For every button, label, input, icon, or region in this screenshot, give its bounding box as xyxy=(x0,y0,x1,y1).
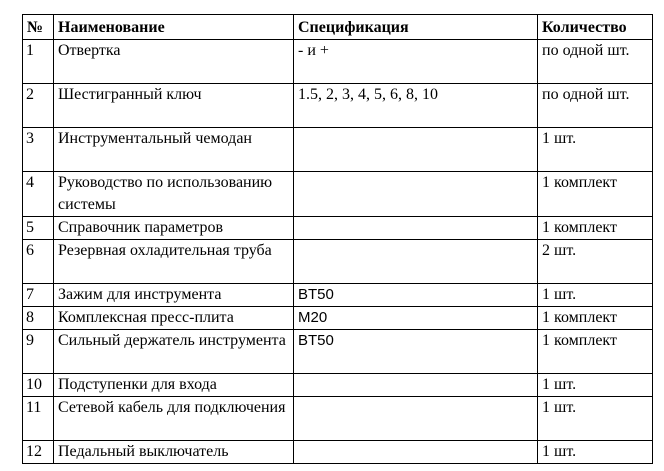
row-quantity: 1 шт. xyxy=(538,284,653,307)
row-name: Педальный выключатель xyxy=(54,441,294,464)
row-quantity: 1 шт. xyxy=(538,441,653,464)
row-number: 11 xyxy=(23,397,54,441)
table-row xyxy=(23,397,653,441)
row-number: 12 xyxy=(23,441,54,464)
row-number: 7 xyxy=(23,284,54,307)
row-number: 2 xyxy=(23,84,54,128)
equipment-table xyxy=(22,14,653,464)
row-quantity: 1 шт. xyxy=(538,374,653,397)
table-row xyxy=(23,284,653,307)
table-row xyxy=(23,441,653,464)
row-number: 5 xyxy=(23,217,54,240)
row-spec xyxy=(294,240,538,284)
row-quantity: 2 шт. xyxy=(538,240,653,284)
table-row xyxy=(23,84,653,128)
row-name: Сильный держатель инструмента xyxy=(54,330,294,374)
row-quantity: 1 комплект xyxy=(538,172,653,217)
row-name: Подступенки для входа xyxy=(54,374,294,397)
row-spec xyxy=(294,128,538,172)
row-spec xyxy=(294,172,538,217)
row-number: 9 xyxy=(23,330,54,374)
row-quantity: 1 комплект xyxy=(538,307,653,330)
table-row xyxy=(23,307,653,330)
row-spec xyxy=(294,374,538,397)
row-quantity: 1 комплект xyxy=(538,217,653,240)
table-row xyxy=(23,240,653,284)
row-name: Резервная охладительная труба xyxy=(54,240,294,284)
header-name: Наименование xyxy=(54,15,294,40)
row-number: 4 xyxy=(23,172,54,217)
header-quantity: Количество xyxy=(538,15,653,40)
table-row xyxy=(23,374,653,397)
row-spec xyxy=(294,217,538,240)
row-name: Сетевой кабель для подключения xyxy=(54,397,294,441)
row-number: 8 xyxy=(23,307,54,330)
row-spec: BT50 xyxy=(294,330,538,374)
row-spec: M20 xyxy=(294,307,538,330)
row-quantity: 1 шт. xyxy=(538,128,653,172)
row-quantity: по одной шт. xyxy=(538,84,653,128)
row-quantity: 1 комплект xyxy=(538,330,653,374)
row-name: Справочник параметров xyxy=(54,217,294,240)
row-number: 1 xyxy=(23,40,54,84)
table-row xyxy=(23,217,653,240)
row-spec xyxy=(294,397,538,441)
row-spec: - и + xyxy=(294,40,538,84)
row-number: 3 xyxy=(23,128,54,172)
table-row xyxy=(23,330,653,374)
table-row xyxy=(23,128,653,172)
header-number: № xyxy=(23,15,54,40)
table-header-row xyxy=(23,15,653,40)
row-name: Руководство по использованию системы xyxy=(54,172,294,217)
row-spec: 1.5, 2, 3, 4, 5, 6, 8, 10 xyxy=(294,84,538,128)
row-name: Инструментальный чемодан xyxy=(54,128,294,172)
table-row xyxy=(23,40,653,84)
row-number: 6 xyxy=(23,240,54,284)
row-quantity: 1 шт. xyxy=(538,397,653,441)
row-name: Отвертка xyxy=(54,40,294,84)
row-name: Комплексная пресс-плита xyxy=(54,307,294,330)
row-number: 10 xyxy=(23,374,54,397)
row-spec: BT50 xyxy=(294,284,538,307)
row-spec xyxy=(294,441,538,464)
header-spec: Спецификация xyxy=(294,15,538,40)
row-quantity: по одной шт. xyxy=(538,40,653,84)
row-name: Зажим для инструмента xyxy=(54,284,294,307)
table-row xyxy=(23,172,653,217)
row-name: Шестигранный ключ xyxy=(54,84,294,128)
